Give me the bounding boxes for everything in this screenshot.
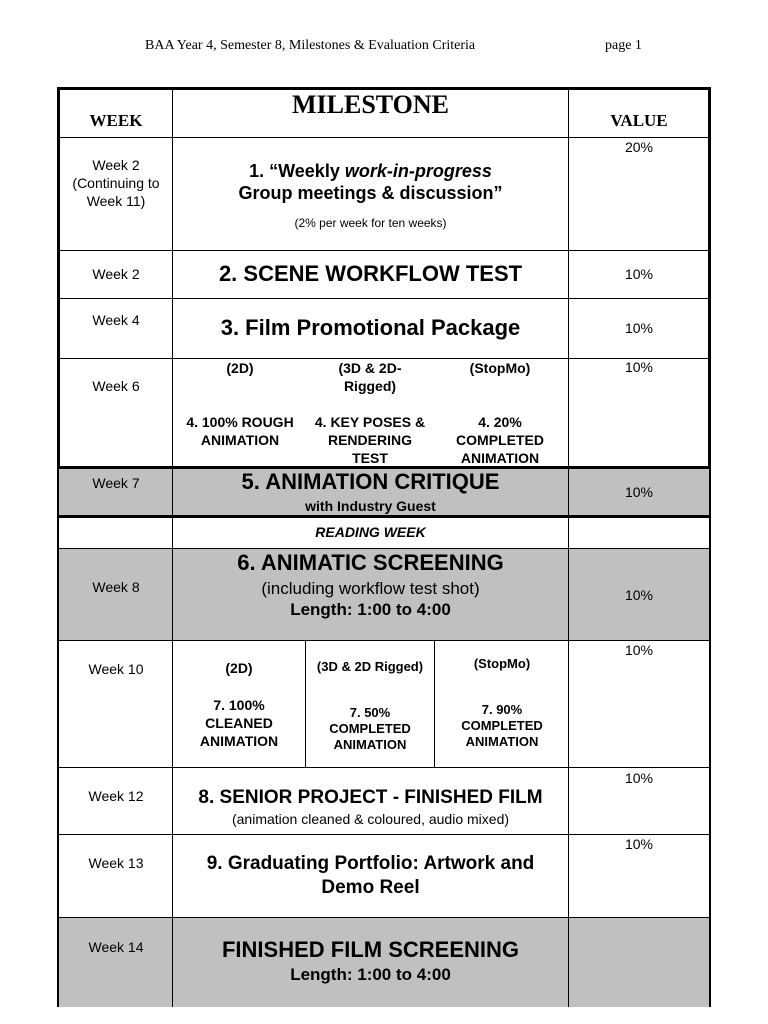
row3-milestone: 3. Film Promotional Package — [220, 315, 521, 340]
row3-value: 10% — [624, 320, 654, 336]
row8-week: Week 12 — [88, 788, 144, 804]
row6-week: Week 8 — [92, 579, 140, 595]
row8-subtitle: (animation cleaned & coloured, audio mixed) — [231, 811, 510, 827]
row5-week: Week 7 — [92, 475, 140, 491]
row7-label-3d: (3D & 2D Rigged) — [316, 659, 424, 674]
row-divider-6 — [57, 640, 711, 641]
row4-label-stopmo: (StopMo) — [469, 360, 531, 376]
page-number: page 1 — [605, 38, 642, 53]
row10-subtitle: Length: 1:00 to 4:00 — [290, 965, 451, 984]
week-column-header: WEEK — [89, 111, 143, 130]
row4-value: 10% — [624, 359, 654, 375]
row6-line2: (including workflow test shot) — [261, 579, 480, 598]
column-divider-value — [568, 87, 569, 1007]
row9-week: Week 13 — [88, 855, 144, 871]
row9-milestone: 9. Graduating Portfolio: Artwork and Demo Reel — [206, 853, 535, 898]
reading-week-label: READING WEEK — [315, 524, 426, 540]
row4-text-3d: 4. KEY POSES & RENDERING TEST — [314, 414, 426, 466]
row7-value: 10% — [624, 642, 654, 658]
row4-text-2d: 4. 100% ROUGH ANIMATION — [186, 414, 294, 448]
milestone-column-header: MILESTONE — [291, 90, 449, 119]
row-divider-7 — [57, 767, 711, 768]
row4-text-stopmo: 4. 20% COMPLETED ANIMATION — [456, 414, 544, 466]
row4-week: Week 6 — [92, 378, 140, 394]
row-divider-3 — [57, 358, 711, 359]
row4-label-2d: (2D) — [226, 360, 254, 376]
row1-week: Week 2 (Continuing to Week 11) — [72, 157, 160, 209]
row-divider-4 — [57, 466, 711, 469]
row8-milestone: 8. SENIOR PROJECT - FINISHED FILM — [198, 787, 543, 808]
row-divider-reading — [57, 548, 711, 549]
row1-note: (2% per week for ten weeks) — [294, 216, 447, 230]
row7-text-2d: 7. 100% CLEANED ANIMATION — [199, 697, 279, 749]
row2-value: 10% — [624, 266, 654, 282]
row7-label-2d: (2D) — [225, 660, 253, 676]
table-border-top — [57, 87, 711, 90]
row8-value: 10% — [624, 770, 654, 786]
row-divider-1 — [57, 250, 711, 251]
row7-label-stopmo: (StopMo) — [473, 656, 531, 671]
row-divider-2 — [57, 298, 711, 299]
table-border-right-top — [708, 87, 711, 468]
row7-text-stopmo: 7. 90% COMPLETED ANIMATION — [461, 702, 543, 749]
row-divider-5 — [57, 515, 711, 518]
row7-week: Week 10 — [88, 661, 144, 677]
row4-label-3d: (3D & 2D- Rigged) — [338, 360, 402, 394]
column-divider-week — [172, 87, 173, 1007]
row1-value: 20% — [624, 139, 654, 155]
table-border-left-top — [57, 87, 60, 468]
row2-milestone: 2. SCENE WORKFLOW TEST — [218, 261, 523, 286]
row6-milestone: 6. ANIMATIC SCREENING — [237, 550, 504, 575]
value-column-header: VALUE — [610, 111, 668, 130]
row-divider-8 — [57, 834, 711, 835]
row7-divider-a — [305, 641, 306, 768]
row6-line3: Length: 1:00 to 4:00 — [290, 600, 451, 619]
row-divider-9 — [57, 917, 711, 918]
row2-week: Week 2 — [92, 266, 140, 282]
row3-week: Week 4 — [92, 312, 140, 328]
row7-text-3d: 7. 50% COMPLETED ANIMATION — [329, 705, 411, 752]
row-divider-header — [57, 137, 711, 138]
document-header-title: BAA Year 4, Semester 8, Milestones & Evaluation Criteria — [145, 38, 476, 53]
row5-milestone: 5. ANIMATION CRITIQUE — [241, 469, 500, 494]
row1-milestone: 1. “Weekly work-in-progress Group meetings & discussion” — [238, 161, 503, 203]
row10-milestone: FINISHED FILM SCREENING — [221, 937, 519, 962]
row5-subtitle: with Industry Guest — [305, 498, 436, 514]
row5-value: 10% — [624, 484, 654, 500]
row9-value: 10% — [624, 836, 654, 852]
row10-week: Week 14 — [88, 939, 144, 955]
row7-divider-b — [434, 641, 435, 768]
row6-value: 10% — [624, 587, 654, 603]
